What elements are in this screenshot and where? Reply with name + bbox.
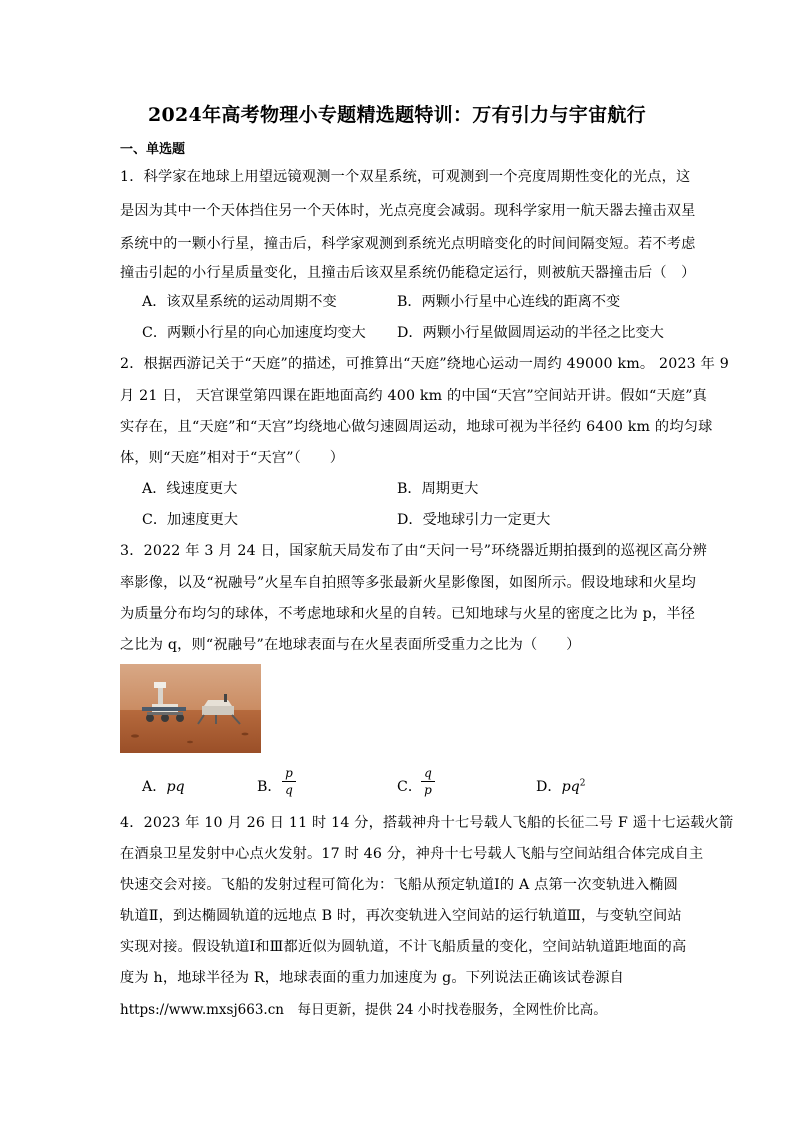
q1-option-b: B．两颗小行星中心连线的距离不变 <box>397 294 621 310</box>
q1-line-1: 1．科学家在地球上用望远镜观测一个双星系统，可观测到一个亮度周期性变化的光点，这 <box>120 169 691 185</box>
q3-option-d-label: D． <box>536 779 562 795</box>
q2-option-b: B．周期更大 <box>397 481 479 497</box>
q1-line-2: 是因为其中一个天体挡住另一个天体时，光点亮度会减弱。现科学家用一航天器去撞击双星 <box>120 203 696 219</box>
q3-option-d-math: pq <box>561 779 580 795</box>
q2-option-d: D．受地球引力一定更大 <box>397 512 551 528</box>
fraction-bar <box>421 781 435 782</box>
q3-line-3: 为质量分布均匀的球体，不考虑地球和火星的自转。已知地球与火星的密度之比为 p，半径 <box>120 606 696 622</box>
q3-option-b-fraction <box>282 766 296 797</box>
q2-option-a: A．线速度更大 <box>142 481 238 497</box>
q1-line-3: 系统中的一颗小行星，撞击后，科学家观测到系统光点明暗变化的时间间隔变短。若不考虑 <box>120 236 696 252</box>
q3-option-c-denominator: p <box>424 783 432 797</box>
q4-line-3: 快速交会对接。飞船的发射过程可简化为：飞船从预定轨道Ⅰ的 A 点第一次变轨进入椭圆 <box>120 877 679 893</box>
q2-line-2: 月 21 日， 天宫课堂第四课在距地面高约 400 km 的中国“天宫”空间站开讲。假如“天庭”真 <box>120 388 708 404</box>
q3-line-2: 率影像，以及“祝融号”火星车自拍照等多张最新火星影像图，如图所示。假设地球和火星均 <box>120 575 697 591</box>
q2-line-4: 体，则“天庭”相对于“天宫”（ ） <box>120 450 345 466</box>
mars-rover-photo <box>120 664 261 753</box>
q1-line-4: 撞击引起的小行星质量变化，且撞击后该双星系统仍能稳定运行，则被航天器撞击后（ ） <box>120 265 696 281</box>
q4-line-6: 度为 h，地球半径为 R，地球表面的重力加速度为 g。下列说法正确该试卷源自 <box>120 970 625 986</box>
q4-line-1: 4．2023 年 10 月 26 日 11 时 14 分，搭载神舟十七号载人飞船的长征二号 F 遥十七运载火箭 <box>120 815 734 831</box>
q2-line-3: 实存在，且“天庭”和“天宫”均绕地心做匀速圆周运动，地球可视为半径约 6400 km 的均匀球 <box>120 419 713 435</box>
mars-rover-image <box>120 664 261 753</box>
q3-option-a-label: A． <box>142 779 167 795</box>
page-title: 2024年高考物理小专题精选题特训：万有引力与宇宙航行 <box>148 104 646 126</box>
q3-line-1: 3．2022 年 3 月 24 日，国家航天局发布了由“天问一号”环绕器近期拍摄到的巡视区高分辨 <box>120 543 708 559</box>
q4-line-5: 实现对接。假设轨道Ⅰ和Ⅲ都近似为圆轨道，不计飞船质量的变化，空间站轨道距地面的高 <box>120 939 687 955</box>
q3-option-d-exponent: 2 <box>579 778 586 789</box>
footer-note: https://www.mxsj663.cn 每日更新，提供 24 小时找卷服务，全网性价比高。 <box>120 1002 607 1018</box>
q1-option-a: A．该双星系统的运动周期不变 <box>142 294 337 310</box>
q3-line-4: 之比为 q，则“祝融号”在地球表面与在火星表面所受重力之比为（ ） <box>120 637 581 653</box>
q3-option-c-numerator: q <box>424 766 432 780</box>
q3-option-c-fraction <box>421 766 435 797</box>
q3-option-c-label: C． <box>397 779 423 795</box>
q3-option-b-label: B． <box>257 779 282 795</box>
q2-line-1: 2．根据西游记关于“天庭”的描述，可推算出“天庭”绕地心运动一周约 49000 km。 2023 年 9 <box>120 356 729 372</box>
q3-option-b-denominator: q <box>285 783 293 797</box>
q3-option-a-math: pq <box>166 779 185 795</box>
q1-option-c: C．两颗小行星的向心加速度均变大 <box>142 325 366 341</box>
q4-line-2: 在酒泉卫星发射中心点火发射。17 时 46 分，神舟十七号载人飞船与空间站组合体完成自主 <box>120 846 704 862</box>
q3-option-d <box>536 776 585 796</box>
fraction-bar <box>282 781 296 782</box>
section-heading: 一、单选题 <box>120 142 186 157</box>
q1-option-d: D．两颗小行星做圆周运动的半径之比变大 <box>397 325 664 341</box>
q3-option-b-numerator: p <box>285 766 293 780</box>
q2-option-c: C．加速度更大 <box>142 512 238 528</box>
q3-option-a <box>142 776 185 796</box>
q4-line-4: 轨道Ⅱ，到达椭圆轨道的远地点 B 时，再次变轨进入空间站的运行轨道Ⅲ，与变轨空间站 <box>120 908 682 924</box>
